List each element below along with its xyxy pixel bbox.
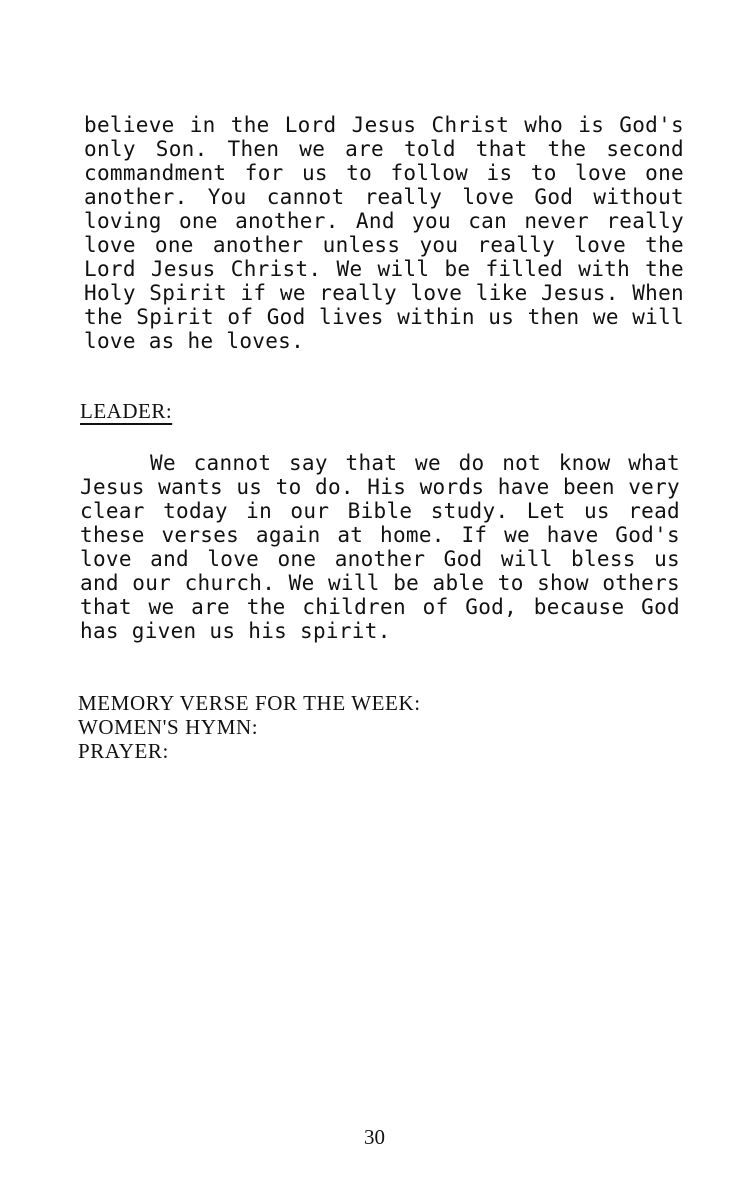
womens-hymn-label: WOMEN'S HYMN: bbox=[78, 715, 259, 739]
page-number: 30 bbox=[364, 1125, 385, 1149]
prayer-label: PRAYER: bbox=[78, 739, 169, 763]
leader-paragraph: We cannot say that we do not know what Jesus wants us to do. His words have been very clear today in our Bible study. Let us read these verses again at home. If we have God's love and love one another God will bless us and our church. We will be able to show others that we are the children of God, because God has given us his spirit. bbox=[80, 451, 680, 643]
body-paragraph-continued: believe in the Lord Jesus Christ who is God's only Son. Then we are told that the second commandment for us to follow is to love one another. You cannot really love God without loving one another. And you can never really love one another unless you really love the Lord Jesus Christ. We will be filled with the Holy Spirit if we really love like Jesus. When the Spirit of God lives within us then we will love as he loves. bbox=[84, 113, 684, 353]
leader-heading-text: LEADER: bbox=[80, 399, 173, 423]
leader-heading bbox=[80, 398, 172, 424]
closing-section bbox=[78, 691, 421, 763]
memory-verse-label: MEMORY VERSE FOR THE WEEK: bbox=[78, 691, 421, 715]
